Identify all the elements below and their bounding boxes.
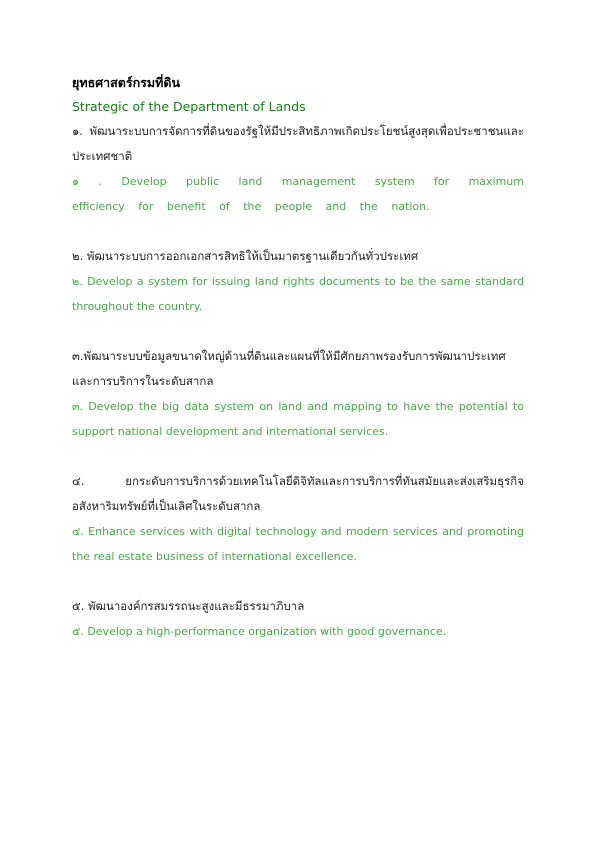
strategy-item-3: [72, 344, 524, 444]
strategy-item-1: [72, 119, 524, 219]
strategy-item-thai: ๑. พัฒนาระบบการจัดการที่ดินของรัฐให้มีประสิทธิภาพเกิดประโยชน์สูงสุดเพื่อประชาชนและประเทศชาติ: [72, 124, 524, 163]
strategy-item-4: [72, 469, 524, 569]
strategy-item-english: ๑ . Develop public land management system for maximum efficiency for benefit of the people and the nation.: [72, 175, 524, 213]
strategy-item-english: ๓. Develop the big data system on land and mapping to have the potential to support national development and international services.: [72, 400, 524, 438]
document-title-thai: ยุทธศาสตร์กรมที่ดิน: [72, 75, 181, 90]
document-page: [72, 74, 524, 644]
strategy-item-thai: ๔. ยกระดับการบริการด้วยเทคโนโลยีดิจิทัลและการบริการที่ทันสมัยและส่งเสริมธุรกิจอสังหาริมทรัพย์ที่เป็นเลิศในระดับสากล: [72, 474, 524, 513]
strategy-item-english: ๔. Enhance services with digital technology and modern services and promoting the real estate business of international excellence.: [72, 525, 524, 563]
strategy-item-english: ๕. Develop a high-performance organization with good governance.: [72, 625, 447, 638]
strategy-item-5: [72, 594, 524, 644]
strategy-item-thai: ๓.พัฒนาระบบข้อมูลขนาดใหญ่ด้านที่ดินและแผนที่ให้มีศักยภาพรองรับการพัฒนาประเทศและการบริการในระดับสากล: [72, 349, 506, 388]
strategy-item-thai: ๕. พัฒนาองค์กรสมรรถนะสูงและมีธรรมาภิบาล: [72, 599, 305, 613]
strategy-item-2: [72, 244, 524, 319]
document-title-english: Strategic of the Department of Lands: [72, 99, 306, 114]
strategy-item-thai: ๒. พัฒนาระบบการออกเอกสารสิทธิให้เป็นมาตรฐานเดียวกันทั่วประเทศ: [72, 249, 419, 263]
strategy-item-english: ๒. Develop a system for issuing land rights documents to be the same standard throughout the country.: [72, 275, 524, 313]
